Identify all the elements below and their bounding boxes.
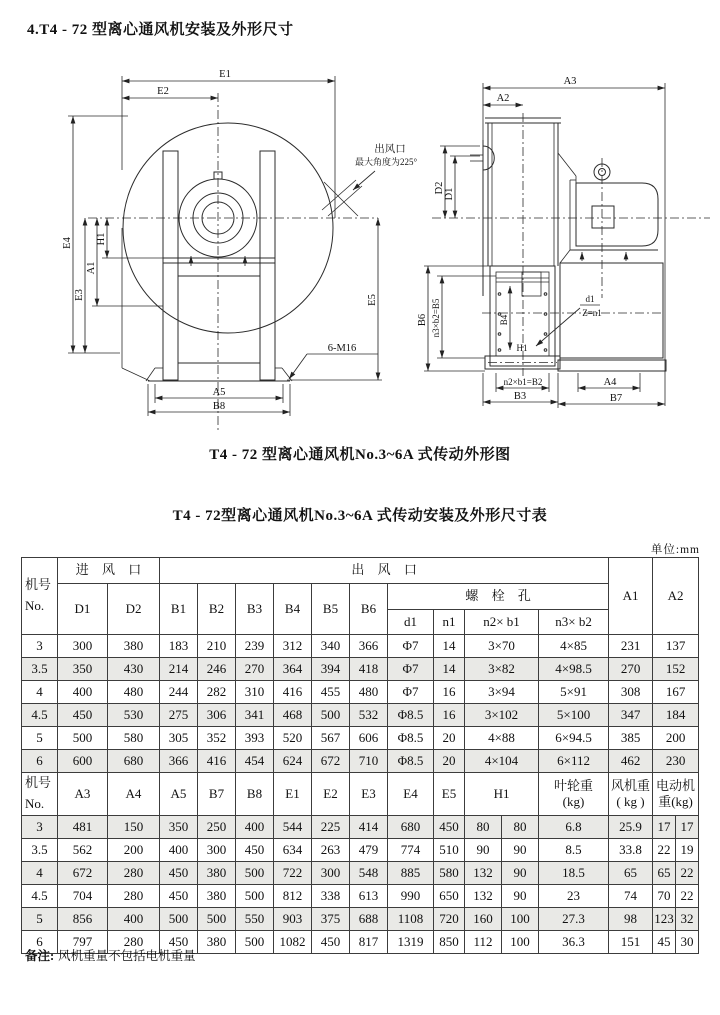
header-a3: A3 — [58, 773, 108, 816]
table-cell: 65 — [653, 862, 676, 885]
table-cell: 990 — [388, 885, 434, 908]
table-cell: 4×104 — [465, 750, 539, 773]
machine-no-line1: 机号 — [25, 577, 52, 593]
header-b5: B5 — [312, 584, 350, 635]
table-cell: 394 — [312, 658, 350, 681]
table-cell: 380 — [198, 931, 236, 954]
header-b3: B3 — [236, 584, 274, 635]
header-bolt-n1: n1 — [434, 610, 465, 635]
table-cell: 22 — [653, 839, 676, 862]
row-machine-no: 4 — [22, 681, 58, 704]
base-plate — [146, 368, 292, 381]
table-cell: 6×94.5 — [539, 727, 609, 750]
front-view-diagram — [60, 58, 420, 443]
table-cell: 532 — [350, 704, 388, 727]
table-cell: 167 — [653, 681, 699, 704]
table-cell: 500 — [58, 727, 108, 750]
table-cell: 812 — [274, 885, 312, 908]
header-e4: E4 — [388, 773, 434, 816]
table-cell: 650 — [434, 885, 465, 908]
table-cell: Φ8.5 — [388, 727, 434, 750]
table-cell: 80 — [465, 816, 502, 839]
table-cell: 200 — [108, 839, 160, 862]
motor-weight-line2: 重(kg) — [658, 794, 693, 809]
table-cell: 308 — [609, 681, 653, 704]
table-cell: 225 — [312, 816, 350, 839]
table-cell: 98 — [609, 908, 653, 931]
bolt-callout — [289, 354, 378, 379]
table-cell: 350 — [160, 816, 198, 839]
table-cell: Φ7 — [388, 658, 434, 681]
table-cell: 270 — [236, 658, 274, 681]
row-machine-no: 3 — [22, 635, 58, 658]
header-h1: H1 — [465, 773, 539, 816]
dim-label-b4: B4 — [499, 314, 509, 326]
table-cell: 454 — [236, 750, 274, 773]
header-e3: E3 — [350, 773, 388, 816]
row-machine-no: 4.5 — [22, 885, 58, 908]
dimension-lines — [68, 76, 382, 416]
table-cell: 300 — [58, 635, 108, 658]
header-motor-weight — [653, 773, 699, 816]
footnote-label: 备注: — [25, 949, 55, 963]
table-cell: 400 — [160, 839, 198, 862]
table-cell: 817 — [350, 931, 388, 954]
table-cell: 282 — [198, 681, 236, 704]
table-cell: 25.9 — [609, 816, 653, 839]
dim-label-d1: D1 — [444, 187, 455, 201]
header-fan-weight — [609, 773, 653, 816]
row-machine-no: 4 — [22, 862, 58, 885]
table-cell: 450 — [58, 704, 108, 727]
footnote — [25, 946, 196, 964]
table-cell: 100 — [502, 931, 539, 954]
header-a4: A4 — [108, 773, 160, 816]
table-cell: 416 — [274, 681, 312, 704]
table-cell: 903 — [274, 908, 312, 931]
table-cell: 6×112 — [539, 750, 609, 773]
header-bolt-group: 螺 栓 孔 — [388, 584, 609, 610]
table-cell: 455 — [312, 681, 350, 704]
table-cell: 704 — [58, 885, 108, 908]
header-a2: A2 — [653, 558, 699, 635]
outlet-duct — [485, 118, 576, 266]
table-cell: 70 — [653, 885, 676, 908]
table-cell: 112 — [465, 931, 502, 954]
dimension-table-block1 — [21, 557, 699, 773]
dim-label-e1: E1 — [219, 69, 231, 80]
table-cell: 352 — [198, 727, 236, 750]
table-cell: Φ7 — [388, 635, 434, 658]
header-inlet-group: 进 风 口 — [58, 558, 160, 584]
side-view-diagram — [417, 58, 720, 443]
header-wheel-weight — [539, 773, 609, 816]
outlet-note-line1: 出风口 — [374, 144, 406, 155]
wheel-weight-line2: (kg) — [562, 794, 585, 809]
header-b2: B2 — [198, 584, 236, 635]
table-cell: 210 — [198, 635, 236, 658]
table2-body — [22, 816, 699, 954]
table-cell: 246 — [198, 658, 236, 681]
row-machine-no: 6 — [22, 750, 58, 773]
outlet-angle-marker — [322, 171, 375, 216]
table-cell: 567 — [312, 727, 350, 750]
table-cell: 400 — [58, 681, 108, 704]
dim-label-a4: A4 — [603, 377, 617, 388]
wheel-weight-line1: 叶轮重 — [554, 777, 594, 793]
page-title: 4.T4 - 72 型离心通风机安装及外形尺寸 — [27, 22, 294, 38]
inlet-box — [485, 266, 560, 369]
table-cell: 90 — [465, 839, 502, 862]
table-cell: 90 — [502, 862, 539, 885]
table-cell: 722 — [274, 862, 312, 885]
table-row — [22, 681, 699, 704]
table-cell: 688 — [350, 908, 388, 931]
table-cell: 20 — [434, 750, 465, 773]
table-cell: 380 — [198, 862, 236, 885]
table-cell: 231 — [609, 635, 653, 658]
table-cell: 16 — [434, 704, 465, 727]
table-cell: 132 — [465, 862, 502, 885]
table-cell: 45 — [653, 931, 676, 954]
bolt-spec-bottom: Z=n1 — [582, 308, 602, 318]
header-e1: E1 — [274, 773, 312, 816]
table-cell: 450 — [434, 816, 465, 839]
table-cell: 74 — [609, 885, 653, 908]
footnote-text: 风机重量不包括电机重量 — [58, 949, 196, 963]
fan-weight-line2: ( kg ) — [616, 794, 645, 809]
table-cell: 275 — [160, 704, 198, 727]
motor-weight-line1: 电动机 — [656, 777, 696, 793]
header-bolt-n3b2: n3× b2 — [539, 610, 609, 635]
table-cell: 32 — [676, 908, 699, 931]
table-cell: 20 — [434, 727, 465, 750]
center-lines — [88, 93, 378, 430]
table-cell: 300 — [198, 839, 236, 862]
dim-label-b2: n2×b1=B2 — [503, 377, 543, 387]
machine-no-line2: No. — [25, 796, 45, 811]
bolt-note-label: 6-M16 — [327, 343, 357, 354]
header-d2: D2 — [108, 584, 160, 635]
table-cell: 3×70 — [465, 635, 539, 658]
table-cell: Φ7 — [388, 681, 434, 704]
table-cell: 6.8 — [539, 816, 609, 839]
dim-label-h1: H1 — [96, 232, 107, 246]
table-cell: 500 — [236, 931, 274, 954]
dim-label-b3: B3 — [513, 391, 527, 402]
table-cell: 183 — [160, 635, 198, 658]
machine-no-line1: 机号 — [25, 775, 52, 791]
table-cell: 500 — [312, 704, 350, 727]
table-cell: 500 — [236, 862, 274, 885]
table-cell: 310 — [236, 681, 274, 704]
machine-no-line2: No. — [25, 598, 45, 613]
header-outlet-group: 出 风 口 — [160, 558, 609, 584]
table-row — [22, 839, 699, 862]
table-cell: 23 — [539, 885, 609, 908]
table-cell: 1082 — [274, 931, 312, 954]
dim-label-b5: n3×b2=B5 — [431, 298, 441, 338]
table-cell: 123 — [653, 908, 676, 931]
dim-label-e2: E2 — [157, 86, 169, 97]
table-cell: 151 — [609, 931, 653, 954]
table-cell: 17 — [653, 816, 676, 839]
table-cell: 239 — [236, 635, 274, 658]
table-cell: 184 — [653, 704, 699, 727]
header-machine-no — [22, 558, 58, 635]
header-b7: B7 — [198, 773, 236, 816]
table-cell: 580 — [434, 862, 465, 885]
table-cell: 672 — [312, 750, 350, 773]
support-legs — [163, 151, 275, 380]
dim-label-d2: D2 — [434, 181, 445, 195]
table-row — [22, 635, 699, 658]
table-cell: 14 — [434, 635, 465, 658]
table-cell: Φ8.5 — [388, 750, 434, 773]
table-cell: 856 — [58, 908, 108, 931]
table-cell: 90 — [502, 885, 539, 908]
table-cell: 100 — [502, 908, 539, 931]
table-cell: 19 — [676, 839, 699, 862]
table-cell: 548 — [350, 862, 388, 885]
header-bolt-n2b1: n2× b1 — [465, 610, 539, 635]
table-cell: 580 — [108, 727, 160, 750]
table-cell: 710 — [350, 750, 388, 773]
table-cell: 4×88 — [465, 727, 539, 750]
table-cell: 132 — [465, 885, 502, 908]
table-cell: 380 — [108, 635, 160, 658]
table-row — [22, 908, 699, 931]
table-cell: 450 — [160, 862, 198, 885]
dim-label-a3: A3 — [563, 76, 577, 87]
row-machine-no: 3.5 — [22, 839, 58, 862]
table-cell: 364 — [274, 658, 312, 681]
unit-note: 单位:mm — [650, 544, 700, 556]
fan-scroll-outline — [122, 123, 333, 381]
table-cell: 613 — [350, 885, 388, 908]
table-cell: 33.8 — [609, 839, 653, 862]
dim-label-a5: A5 — [212, 387, 226, 398]
table-cell: 30 — [676, 931, 699, 954]
table-cell: 510 — [434, 839, 465, 862]
table-cell: 680 — [388, 816, 434, 839]
table-cell: 600 — [58, 750, 108, 773]
table-cell: 350 — [58, 658, 108, 681]
table-cell: 65 — [609, 862, 653, 885]
table-cell: 300 — [312, 862, 350, 885]
header-b6: B6 — [350, 584, 388, 635]
table-cell: 80 — [502, 816, 539, 839]
table-cell: 280 — [108, 931, 160, 954]
table-cell: 250 — [198, 816, 236, 839]
table-row — [22, 727, 699, 750]
table-cell: 450 — [160, 885, 198, 908]
table-cell: 850 — [434, 931, 465, 954]
motor-pedestal — [558, 250, 666, 371]
table-cell: 416 — [198, 750, 236, 773]
center-lines — [432, 113, 710, 376]
header-b1: B1 — [160, 584, 198, 635]
row-machine-no: 6 — [22, 931, 58, 954]
row-machine-no: 4.5 — [22, 704, 58, 727]
table-cell: 550 — [236, 908, 274, 931]
header-e2: E2 — [312, 773, 350, 816]
table-cell: 22 — [676, 885, 699, 908]
table-cell: 544 — [274, 816, 312, 839]
dim-label-e5: E5 — [367, 294, 378, 306]
dimension-table-block2 — [21, 772, 699, 954]
table-cell: 450 — [236, 839, 274, 862]
table-cell: 393 — [236, 727, 274, 750]
table-cell: 18.5 — [539, 862, 609, 885]
dim-label-a1: A1 — [86, 261, 97, 275]
table-cell: 230 — [653, 750, 699, 773]
table1-body — [22, 635, 699, 773]
outlet-note-line2: 最大角度为225° — [354, 157, 418, 167]
dim-label-a2: A2 — [496, 93, 510, 104]
row-machine-no: 3.5 — [22, 658, 58, 681]
table-cell: 8.5 — [539, 839, 609, 862]
header-e5: E5 — [434, 773, 465, 816]
table-cell: 366 — [160, 750, 198, 773]
table-cell: 468 — [274, 704, 312, 727]
table-cell: 1108 — [388, 908, 434, 931]
table-cell: 305 — [160, 727, 198, 750]
dim-label-b8: B8 — [212, 401, 226, 412]
table-row — [22, 862, 699, 885]
figure-caption: T4 - 72 型离心通风机No.3~6A 式传动外形图 — [209, 447, 511, 463]
table-cell: Φ8.5 — [388, 704, 434, 727]
table-cell: 160 — [465, 908, 502, 931]
dim-label-h1: H1 — [516, 343, 528, 353]
table-cell: 14 — [434, 658, 465, 681]
table-cell: 270 — [609, 658, 653, 681]
dim-label-e3: E3 — [74, 289, 85, 301]
table-cell: 17 — [676, 816, 699, 839]
header2-machine-no — [22, 773, 58, 816]
table-cell: 500 — [160, 908, 198, 931]
table-cell: 340 — [312, 635, 350, 658]
table-cell: 375 — [312, 908, 350, 931]
table-cell: 312 — [274, 635, 312, 658]
table-cell: 380 — [198, 885, 236, 908]
table-cell: 500 — [198, 908, 236, 931]
table-row — [22, 658, 699, 681]
table-cell: 90 — [502, 839, 539, 862]
row-machine-no: 5 — [22, 727, 58, 750]
table-title: T4 - 72型离心通风机No.3~6A 式传动安装及外形尺寸表 — [172, 508, 548, 524]
dim-label-b6: B6 — [417, 313, 428, 327]
table-cell: 200 — [653, 727, 699, 750]
dim-label-b7: B7 — [609, 393, 623, 404]
table-cell: 152 — [653, 658, 699, 681]
table-cell: 3×94 — [465, 681, 539, 704]
table-cell: 214 — [160, 658, 198, 681]
header-b4: B4 — [274, 584, 312, 635]
table-cell: 400 — [108, 908, 160, 931]
table-cell: 385 — [609, 727, 653, 750]
table-cell: 624 — [274, 750, 312, 773]
table-cell: 263 — [312, 839, 350, 862]
header-a5: A5 — [160, 773, 198, 816]
table-cell: 634 — [274, 839, 312, 862]
table-cell: 885 — [388, 862, 434, 885]
table-cell: 479 — [350, 839, 388, 862]
bolt-spec-top: d1 — [585, 294, 595, 304]
table-row — [22, 750, 699, 773]
header-b8: B8 — [236, 773, 274, 816]
table-cell: 1319 — [388, 931, 434, 954]
table-cell: 3×82 — [465, 658, 539, 681]
row-machine-no: 3 — [22, 816, 58, 839]
table-cell: 562 — [58, 839, 108, 862]
header-bolt-d1: d1 — [388, 610, 434, 635]
table-cell: 22 — [676, 862, 699, 885]
table-cell: 680 — [108, 750, 160, 773]
row-machine-no: 5 — [22, 908, 58, 931]
table-cell: 481 — [58, 816, 108, 839]
table-cell: 520 — [274, 727, 312, 750]
table-cell: 774 — [388, 839, 434, 862]
table-cell: 450 — [312, 931, 350, 954]
table-cell: 430 — [108, 658, 160, 681]
motor-body — [570, 164, 658, 261]
table-cell: 5×100 — [539, 704, 609, 727]
table-cell: 280 — [108, 862, 160, 885]
table-cell: 347 — [609, 704, 653, 727]
table-cell: 306 — [198, 704, 236, 727]
table-cell: 797 — [58, 931, 108, 954]
table-cell: 27.3 — [539, 908, 609, 931]
table-row — [22, 885, 699, 908]
table-cell: 418 — [350, 658, 388, 681]
table-cell: 280 — [108, 885, 160, 908]
table-cell: 4×98.5 — [539, 658, 609, 681]
table-row — [22, 816, 699, 839]
table-cell: 16 — [434, 681, 465, 704]
table-cell: 500 — [236, 885, 274, 908]
dim-label-e4: E4 — [62, 237, 73, 249]
table-cell: 5×91 — [539, 681, 609, 704]
table-cell: 720 — [434, 908, 465, 931]
dimension-table — [21, 557, 699, 954]
table-cell: 480 — [108, 681, 160, 704]
table-row — [22, 704, 699, 727]
table-cell: 4×85 — [539, 635, 609, 658]
table-cell: 530 — [108, 704, 160, 727]
table-cell: 244 — [160, 681, 198, 704]
header-a1: A1 — [609, 558, 653, 635]
table-cell: 137 — [653, 635, 699, 658]
table-cell: 36.3 — [539, 931, 609, 954]
table-cell: 400 — [236, 816, 274, 839]
table-cell: 366 — [350, 635, 388, 658]
table-cell: 480 — [350, 681, 388, 704]
header-d1: D1 — [58, 584, 108, 635]
table-cell: 606 — [350, 727, 388, 750]
table-cell: 341 — [236, 704, 274, 727]
table-cell: 338 — [312, 885, 350, 908]
table-cell: 150 — [108, 816, 160, 839]
table-cell: 450 — [160, 931, 198, 954]
table-cell: 672 — [58, 862, 108, 885]
table-cell: 462 — [609, 750, 653, 773]
table-cell: 3×102 — [465, 704, 539, 727]
fan-weight-line1: 风机重 — [611, 777, 651, 793]
table-cell: 414 — [350, 816, 388, 839]
